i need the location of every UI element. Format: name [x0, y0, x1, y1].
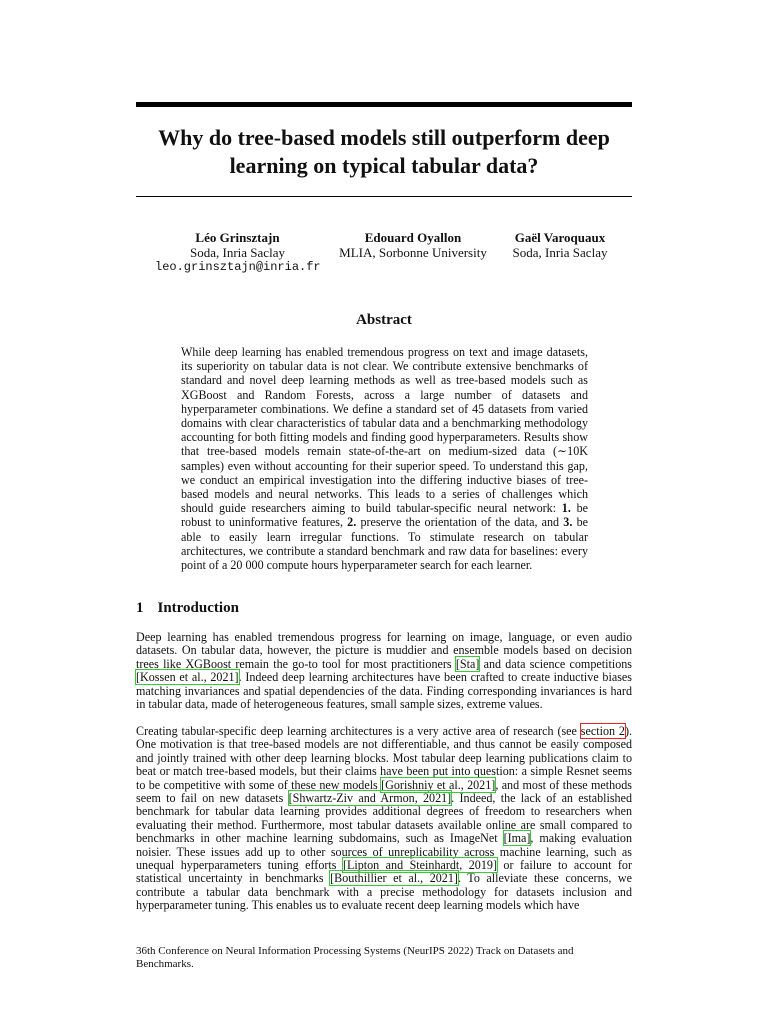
- section-heading: [136, 600, 239, 617]
- paragraph-text: , and most of these methods seem to fail on new datasets: [136, 777, 632, 806]
- intro-paragraph-2: [136, 725, 632, 913]
- paragraph-text: Creating tabular-specific deep learning architectures is a very active area of research (see: [136, 724, 581, 738]
- abstract-text: [181, 345, 588, 572]
- abstract-body: While deep learning has enabled tremendous progress on text and image datasets, its superiority on tabular data is not clear. We contribute extensive benchmarks of standard and novel deep learning methods as well as tree-based models such as XGBoost and Random Forests, across a large number of datasets and hyperparameter combinations. We define a standard set of 45 datasets from varied domains with clear characteristics of tabular data and a benchmarking methodology accounting for both fitting models and finding good hyperparameters. Results show that tree-based models remain state-of-the-art on medium-sized data (∼10K samples) even without accounting for their superior speed. To understand this gap, we conduct an empirical investigation into the differing inductive biases of tree-based models and neural networks. This leads to a series of challenges which should guide researchers aiming to build tabular-specific neural network:: [181, 345, 588, 516]
- author-name: Edouard Oyallon: [364, 230, 462, 245]
- paragraph-text: . Indeed, the lack of an established benchmark for tabular data learning provides additional degrees of freedom to researchers when evaluating their method. Furthermore, most tabular datasets available online are small compared to benchmarks in other machine learning subdomains, such as ImageNet: [136, 791, 633, 846]
- author-affiliation: MLIA, Sorbonne University: [339, 245, 487, 260]
- citation-link[interactable]: [Shwartz-Ziv and Armon, 2021]: [288, 791, 452, 806]
- paragraph-text: and data science competitions: [479, 656, 632, 671]
- abstract-point-2-label: 2.: [347, 515, 357, 530]
- author-block-varoquaux: [505, 230, 615, 260]
- author-name: Gaël Varoquaux: [514, 230, 606, 245]
- paper-title: Why do tree-based models still outperform deep learning on typical tabular data?: [158, 125, 610, 178]
- paragraph-text: ). One motivation is that tree-based models are not differentiable, and thus cannot be easily composed and jointly trained with other deep learning blocks. Most tabular deep learning publications claim to beat or match tree-based models, but their claims have been put into question: a simple Resnet seems to be competitive with some of these new models: [136, 724, 633, 792]
- author-affiliation: Soda, Inria Saclay: [190, 245, 285, 260]
- citation-link[interactable]: [Bouthillier et al., 2021]: [330, 871, 458, 886]
- abstract-heading: Abstract: [356, 312, 412, 328]
- citation-link[interactable]: [Gorishniy et al., 2021]: [381, 777, 496, 792]
- citation-link[interactable]: [Ima]: [503, 831, 531, 846]
- citation-link[interactable]: [Lipton and Steinhardt, 2019]: [342, 858, 497, 873]
- paragraph-text: . To alleviate these concerns, we contribute a tabular data benchmark with a precise methodology for datasets inclusion and hyperparameter tuning. This enables us to evaluate recent deep learning models which have: [136, 871, 633, 913]
- abstract-point-3: be able to easily learn irregular functions. To stimulate research on tabular architectures, we contribute a standard benchmark and raw data for baselines: every point of a 20 000 compute hours hyperparameter search for each learner.: [181, 515, 588, 573]
- author-block-grinsztajn: [155, 230, 320, 275]
- intro-paragraph-1: [136, 631, 632, 711]
- paragraph-text: , making evaluation noisier. These issues add up to other sources of unreplicability across machine learning, such as unequal hyperparameters tuning efforts: [136, 831, 632, 873]
- citation-link[interactable]: [Sta]: [455, 656, 480, 671]
- paragraph-text: . Indeed deep learning architectures have been crafted to create inductive biases matching invariances and spatial dependencies of the data. Finding corresponding invariances is hard in tabular data, made of heterogeneous features, small sample sizes, extreme values.: [136, 670, 632, 712]
- section-number: 1: [136, 600, 144, 616]
- citation-link[interactable]: [Kossen et al., 2021]: [136, 670, 239, 685]
- author-email[interactable]: leo.grinsztajn@inria.fr: [155, 260, 321, 274]
- paragraph-text: or failure to account for statistical uncertainty in benchmarks: [136, 858, 632, 886]
- author-name: Léo Grinsztajn: [195, 230, 280, 245]
- author-affiliation: Soda, Inria Saclay: [512, 245, 608, 260]
- abstract-point-3-label: 3.: [563, 515, 573, 530]
- abstract-point-1: be robust to uninformative features,: [181, 501, 588, 530]
- title-bottom-rule: [136, 196, 632, 197]
- abstract-point-2: preserve the orientation of the data, and: [360, 515, 560, 530]
- section-reference-link[interactable]: section 2: [580, 724, 625, 738]
- conference-footnote: 36th Conference on Neural Information Processing Systems (NeurIPS 2022) Track on Datasets and Benchmarks.: [136, 945, 574, 970]
- abstract-point-1-label: 1.: [561, 501, 571, 516]
- title-top-rule: [136, 102, 632, 107]
- section-title: Introduction: [157, 600, 239, 616]
- author-block-oyallon: [333, 230, 493, 260]
- paragraph-text: Deep learning has enabled tremendous progress for learning on image, language, or even audio datasets. On tabular data, however, the picture is muddier and ensemble models based on decision trees like XGBoost remain the go-to tool for most practitioners: [136, 630, 632, 671]
